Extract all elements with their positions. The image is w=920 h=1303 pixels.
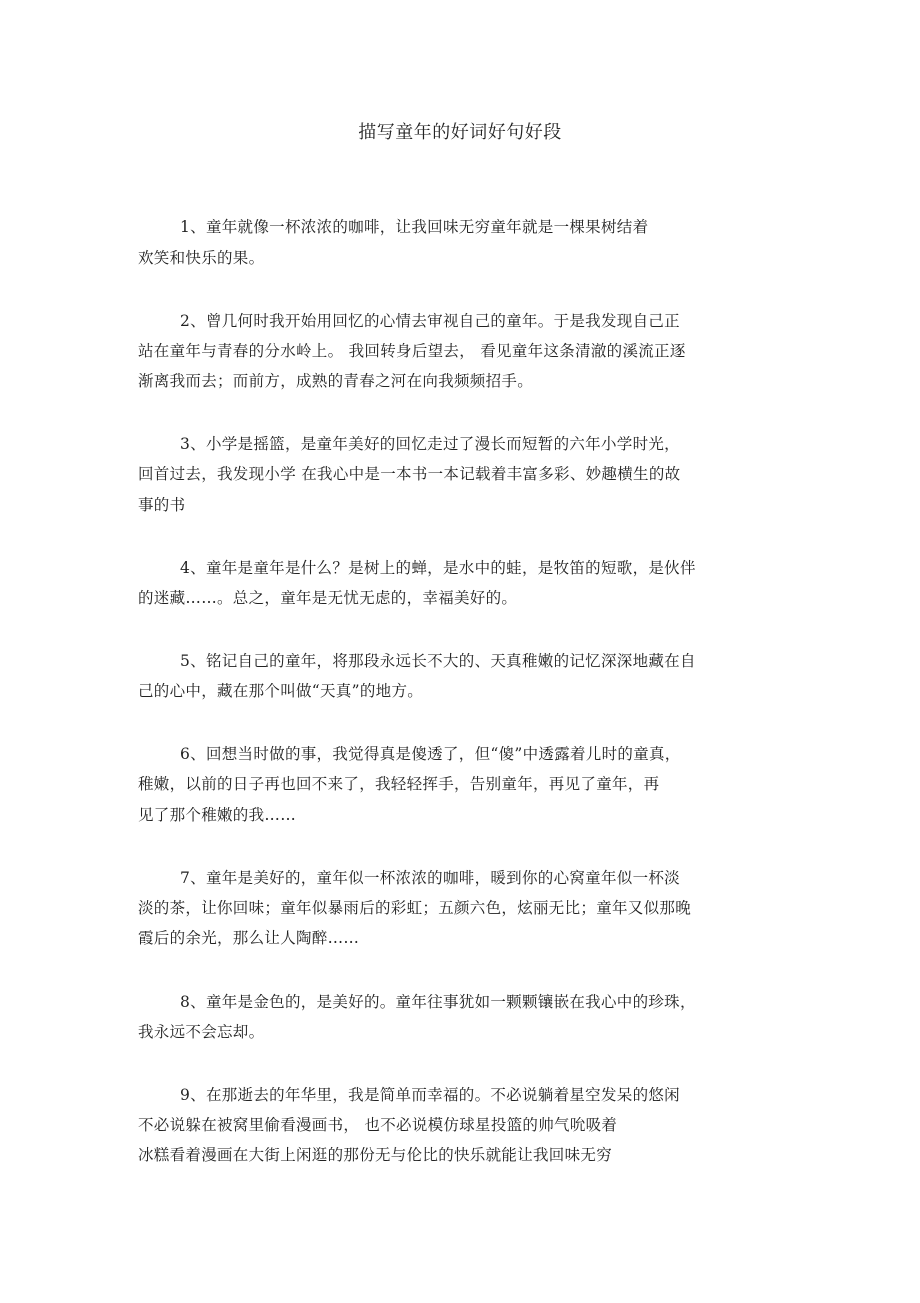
paragraph-8-line-2: 我永远不会忘却。 [138, 1023, 265, 1041]
paragraph-7-line-2: 淡的茶，让你回味；童年似暴雨后的彩虹；五颜六色，炫丽无比；童年又似那晚 [138, 899, 692, 917]
paragraph-2-line-3: 渐离我而去；而前方，成熟的青春之河在向我频频招手。 [138, 372, 534, 390]
paragraph-4-line-2: 的迷藏……。总之，童年是无忧无虑的，幸福美好的。 [138, 589, 518, 607]
paragraph-8-line-1: 8、童年是金色的，是美好的。童年往事犹如一颗颗镶嵌在我心中的珍珠， [180, 993, 696, 1011]
paragraph-3-line-2: 回首过去，我发现小学 在我心中是一本书一本记载着丰富多彩、妙趣横生的故 [138, 465, 681, 483]
paragraph-5-line-1: 5、铭记自己的童年，将那段永远长不大的、天真稚嫩的记忆深深地藏在自 [180, 652, 696, 670]
paragraph-9-line-3: 冰糕看着漫画在大街上闲逛的那份无与伦比的快乐就能让我回味无穷 [138, 1146, 613, 1164]
paragraph-3-line-3: 事的书 [138, 496, 186, 514]
paragraph-4-line-1: 4、童年是童年是什么？是树上的蝉，是水中的蛙，是牧笛的短歌，是伙伴 [180, 559, 696, 577]
paragraph-9-line-2: 不必说躲在被窝里偷看漫画书， 也不必说模仿球星投篮的帅气吮吸着 [138, 1116, 618, 1134]
paragraph-1-line-1: 1、童年就像一杯浓浓的咖啡，让我回味无穷童年就是一棵果树结着 [180, 218, 649, 236]
paragraph-6-line-1: 6、回想当时做的事，我觉得真是傻透了，但“傻”中透露着儿时的童真， [180, 745, 681, 763]
paragraph-2-line-1: 2、曾几何时我开始用回忆的心情去审视自己的童年。于是我发现自己正 [180, 312, 680, 330]
page-title: 描写童年的好词好句好段 [358, 122, 562, 143]
paragraph-7-line-1: 7、童年是美好的，童年似一杯浓浓的咖啡，暖到你的心窝童年似一杯淡 [180, 869, 680, 887]
paragraph-9-line-1: 9、在那逝去的年华里，我是简单而幸福的。不必说躺着星空发呆的悠闲 [180, 1086, 680, 1104]
paragraph-7-line-3: 霞后的余光，那么让人陶醉…… [138, 929, 360, 947]
paragraph-1-line-2: 欢笑和快乐的果。 [138, 249, 265, 267]
paragraph-2-line-2: 站在童年与青春的分水岭上。 我回转身后望去， 看见童年这条清澈的溪流正逐 [138, 342, 686, 360]
paragraph-6-line-2: 稚嫩，以前的日子再也回不来了，我轻轻挥手，告别童年，再见了童年，再 [138, 775, 660, 793]
paragraph-6-line-3: 见了那个稚嫩的我…… [138, 806, 297, 824]
paragraph-3-line-1: 3、小学是摇篮，是童年美好的回忆走过了漫长而短暂的六年小学时光， [180, 435, 680, 453]
paragraph-5-line-2: 己的心中，藏在那个叫做“天真”的地方。 [138, 682, 424, 700]
